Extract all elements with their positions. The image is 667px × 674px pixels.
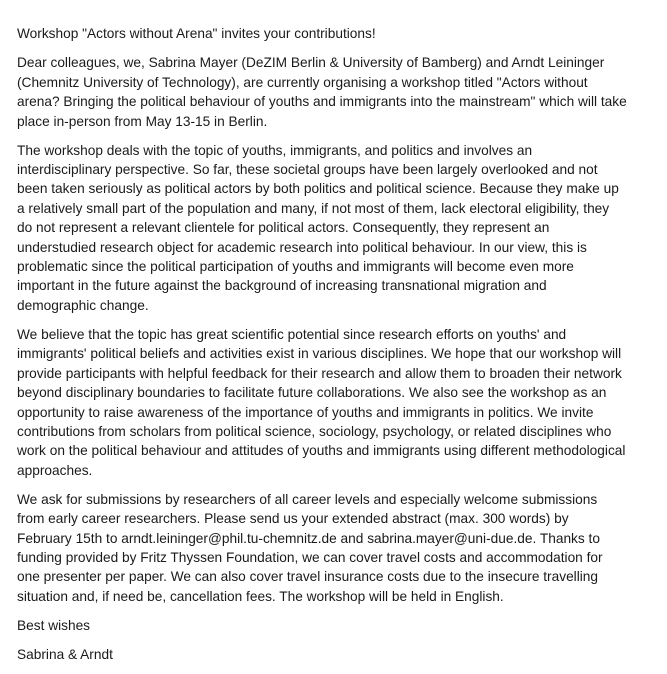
paragraph-submissions: We ask for submissions by researchers of all career levels and especially welcome submissions from early career researchers. Please send us your extended abstract (max. 300 words) by February 15th to arndt.leininger@phil.tu-chemnitz.de and sabrina.mayer@uni-due.de. Thanks to funding provided by Fritz Thyssen Foundation, we can cover travel costs and accommodation for one presenter per paper. We can also cover travel insurance costs due to the insecure travelling situation and, if need be, cancellation fees. The workshop will be held in English.	[17, 491, 603, 604]
paragraph-potential: We believe that the topic has great scientific potential since research efforts on youths' and immigrants' political beliefs and activities exist in various disciplines. We hope that our workshop will provide participants with helpful feedback for their research and allow them to broaden their network beyond disciplinary boundaries to facilitate future collaborations. We also see the workshop as an opportunity to raise awareness of the importance of youths and immigrants in politics. We invite contributions from scholars from political science, sociology, psychology, or related disciplines who work on the political behaviour and attitudes of youths and immigrants using different methodological approaches.	[17, 326, 626, 478]
paragraph-introduction: Dear colleagues, we, Sabrina Mayer (DeZIM Berlin & University of Bamberg) and Arndt Leininger (Chemnitz University of Technology), are currently organising a workshop titled "Actors without arena? Bringing the political behaviour of youths and immigrants into the mainstream" which will take place in-person from May 13-15 in Berlin.	[17, 55, 627, 129]
document-body	[17, 24, 627, 674]
paragraph-topic: The workshop deals with the topic of youths, immigrants, and politics and involves an interdisciplinary perspective. So far, these societal groups have been largely overlooked and not been taken seriously as political actors by both politics and political science. Because they make up a relatively small part of the population and many, if not most of them, lack electoral eligibility, they do not represent a relevant clientele for political actors. Consequently, they represent an understudied research object for academic research into political behaviour. In our view, this is problematic since the political participation of youths and immigrants will become even more important in the future against the background of increasing transnational migration and demographic change.	[17, 142, 619, 313]
document-title: Workshop "Actors without Arena" invites your contributions!	[17, 26, 376, 41]
signature: Sabrina & Arndt	[17, 646, 113, 662]
closing-line: Best wishes	[17, 617, 91, 633]
